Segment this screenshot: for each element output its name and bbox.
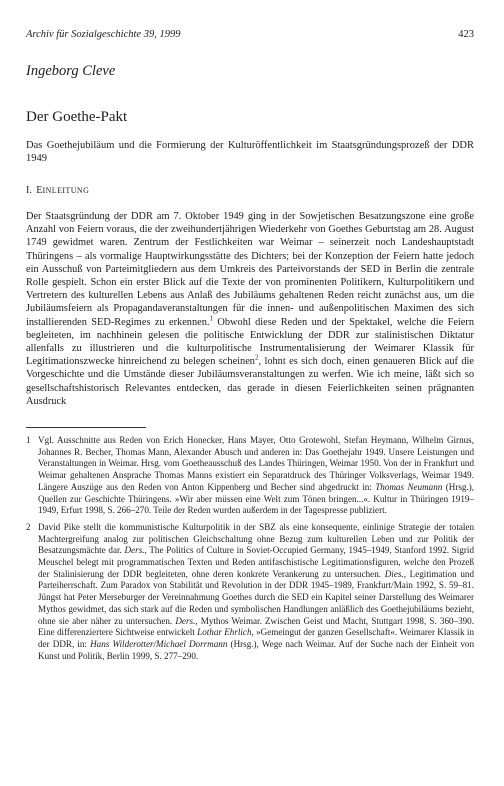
footnote-author-name: Hans Wilderotter/Michael Dorrmann <box>90 639 228 649</box>
section-heading-rest: INLEITUNG <box>42 186 90 195</box>
footnote-text-segment: David Pike stellt die kommunistische Kulturpolitik in der SBZ als eine konsequente, einlinige Strategie der totalen Machtergreifung analog zur politischen Gleichschaltung ohne Bezug zum kulturellen Leben und zur Politik der Besatzungsmächte dar. <box>38 521 474 556</box>
body-text-part: Der Staatsgründung der DDR am 7. Oktober 1949 ging in der Sowjetischen Besatzungszone eine große Anzahl von Feiern voraus, die der zweihundertjährigen Wiederkehr von Goethes Geburtstag am 28. August 1749 gewidmet waren. Zentrum der Festlichkeiten war Weimar – seinerzeit noch Landeshauptstadt Thüringens – als vormalige Hauptwirkungsstätte des Dichters; bei der Konzeption der Feiern hatte jedoch ein Ausschuß von Parteimitgliedern aus dem Umkreis des Parteivorstands der SED in Berlin die zentrale Rolle gespielt. Schon ein erster Blick auf die Texte der von prominenten Politikern, Kulturpolitikern und Vertretern des kulturellen Lebens aus Anlaß des Jubiläums gehaltenen Reden reicht zunächst aus, um die Jubiläumsfeiern als Propagandaveranstaltungen für die innen- und außenpolitischen Maximen des sich installierenden SED-Regimes zu erkennen. <box>26 211 474 328</box>
footnote-text-segment: , The Politics of Culture in Soviet-Occupied Germany, 1945–1949, Stanford 1992. Sigrid Meuschel belegt mit programmatischen Texten und Reden antifaschistische Legitimationsfiguren, welche den Prozeß der Stalinisierung der DDR begleiteten, ohne deren konkrete Verankerung zu untersuchen. <box>38 545 474 579</box>
footnote-text-segment: , »Gemeingut der ganzen Gesellschaft«. Weimarer Klassik in der DDR, in: <box>38 627 474 649</box>
section-heading-initial: E <box>36 185 43 196</box>
footnote-text <box>38 522 474 662</box>
footnote-text-segment: , Mythos Weimar. Zwischen Geist und Macht, Stuttgart 1998, S. 360–390. Eine differenziertere Sichtweise entwickelt <box>38 615 474 638</box>
footnote <box>26 522 474 662</box>
footnote-marker: 2 <box>254 353 259 362</box>
section-heading <box>26 184 474 197</box>
footnote-number: 1 <box>26 435 31 446</box>
footnote-separator <box>26 427 146 428</box>
footnote-author-name: Dies. <box>384 568 404 579</box>
footnote-text-segment: Vgl. Ausschnitte aus Reden von Erich Honecker, Hans Mayer, Otto Grotewohl, Stefan Heymann, Wilhelm Girnus, Johannes R. Becher, Thomas Mann, Alexander Abusch und anderen in: Das Goethejahr 1949. Unsere Leistungen und Veranstaltungen in Weimar. Hrsg. vom Goetheausschuß des Landes Thüringen, Weimar 1950. Von der in Frankfurt und Weimar gehaltenen Ansprache Thomas Manns existiert ein Separatdruck des Thüringer Volksverlags, Weimar 1949. Längere Auszüge aus den Reden von Anton Kippenberg und Becher sind abgedruckt in: <box>38 435 474 492</box>
author-name: Ingeborg Cleve <box>26 63 116 79</box>
footnote-author-name: Ders. <box>175 615 196 626</box>
section-number: I. <box>26 185 33 196</box>
footnote-text <box>38 435 474 517</box>
footnote-text-segment: (Hrsg.), Wege nach Weimar. Auf der Suche nach der Einheit von Kunst und Politik, Berlin 1999, S. 277–290. <box>38 639 475 661</box>
article-subtitle: Das Goethejubiläum und die Formierung der Kulturöffentlichkeit im Staatsgründungsprozeß der DDR 1949 <box>26 140 474 164</box>
footnote-author-name: Lothar Ehrlich <box>197 627 252 638</box>
footnote-text-segment: (Hrsg.), Quellen zur Geschichte Thüringens. »Wir aber müssen eine Welt zum Tönen bringen...«. Kultur in Thüringen 1919–1949, Erfurt 1998, S. 266–270. Teile der Reden wurden außerdem in der Tagespresse publiziert. <box>38 481 475 516</box>
running-head <box>26 28 474 41</box>
body-text-part: , lohnt es sich doch, einen genaueren Blick auf die Vorgeschichte und die Umstände dieser Jubiläumsveranstaltungen zu werfen. Wie ich meine, läßt sich so gesellschaftshistorisch Relevantes entdecken, das gerade in diesen Feierlichkeiten seinen prägnanten Ausdruck <box>26 356 474 407</box>
body-paragraph <box>26 210 474 408</box>
page-number: 423 <box>458 29 474 40</box>
article-title: Der Goethe-Pakt <box>26 109 128 125</box>
body-text-part: Obwohl diese Reden und der Spektakel, welche die Feiern begleiteten, im nachhinein gelesen die politische Entwicklung der DDR zur stalinistischen Diktatur allenfalls zu illustrieren und die kulturpolitische Instrumentalisierung der Weimarer Klassik für Legitimationszwecke hinreichend zu belegen scheinen <box>26 316 474 368</box>
footnotes <box>26 435 474 662</box>
footnote-number: 2 <box>26 521 31 532</box>
footnote-marker: 1 <box>209 314 214 323</box>
journal-title: Archiv für Sozialgeschichte 39, 1999 <box>26 29 181 40</box>
footnote-author-name: Thomas Neumann <box>375 481 443 492</box>
footnote-text-segment: , Legitimation und Parteiherrschaft. Zum Paradox von Stabilität und Revolution in der DDR 1945–1989, Frankfurt/Main 1992, S. 59–81. Jüngst hat Peter Merseburger der Vereinnahmung Goethes durch die SED ein Kapitel seiner Darstellung des Weimarer Mythos gewidmet, das sich stark auf die Reden und symbolischen Handlungen anläßlich des Goethejubiläums bezieht, ohne sie aber näher zu untersuchen. <box>38 568 475 626</box>
footnote-author-name: Ders. <box>124 545 145 556</box>
journal-page <box>26 28 474 667</box>
footnote <box>26 435 474 517</box>
